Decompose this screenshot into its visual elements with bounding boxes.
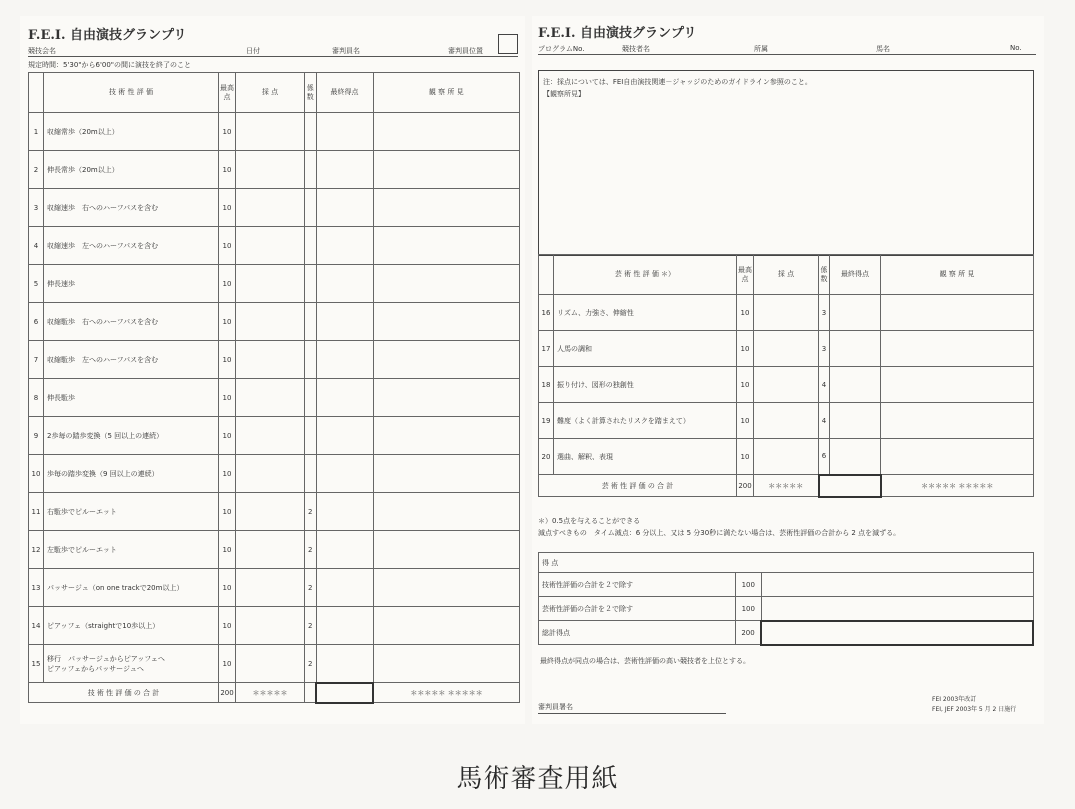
row-max: 10 <box>219 569 236 607</box>
row-score-cell[interactable] <box>236 569 305 607</box>
summary-value: 100 <box>736 597 762 621</box>
row-score-cell[interactable] <box>236 645 305 683</box>
summary-label: 芸術性評価の合計を２で除す <box>539 597 736 621</box>
row-score-cell[interactable] <box>236 265 305 303</box>
table-row <box>539 439 1034 475</box>
time-rule: 規定時間：5'30"から6'00"の間に演技を終了のこと <box>28 61 192 69</box>
total-row <box>29 683 520 703</box>
field-judge-name: 審判員名 <box>332 47 360 55</box>
technical-table <box>28 72 520 704</box>
row-number: 20 <box>539 439 554 475</box>
row-coef: 3 <box>819 295 830 331</box>
row-score-cell[interactable] <box>236 379 305 417</box>
row-criterion: 難度（よく計算されたリスクを踏まえて） <box>554 403 737 439</box>
row-movement: 伸長駈歩 <box>44 379 219 417</box>
table-row <box>29 493 520 531</box>
header-no <box>29 73 44 113</box>
row-remarks-cell[interactable] <box>373 151 520 189</box>
issued-note-1: FEI 2003年改訂 <box>932 696 977 703</box>
row-final-cell[interactable] <box>316 227 373 265</box>
table-row <box>29 455 520 493</box>
row-final-cell[interactable] <box>316 379 373 417</box>
row-movement: 2歩毎の踏歩変換（5 回以上の連続） <box>44 417 219 455</box>
row-max: 10 <box>737 403 754 439</box>
row-number: 15 <box>29 645 44 683</box>
summary-input-cell[interactable] <box>761 597 1033 621</box>
total-coef-cell <box>305 683 317 703</box>
row-score-cell[interactable] <box>236 493 305 531</box>
header-no <box>539 255 554 295</box>
summary-input-cell[interactable] <box>761 573 1033 597</box>
field-number: No. <box>1010 44 1022 52</box>
row-coef: 3 <box>819 331 830 367</box>
summary-value: 200 <box>736 621 762 645</box>
total-max: 200 <box>219 683 236 703</box>
header-final: 最終得点 <box>316 73 373 113</box>
total-final-cell[interactable] <box>316 683 373 703</box>
row-remarks-cell[interactable] <box>881 295 1034 331</box>
row-max: 10 <box>219 379 236 417</box>
artistic-score-sheet <box>532 16 1044 724</box>
total-max: 200 <box>737 475 754 497</box>
table-row <box>539 295 1034 331</box>
field-underline <box>538 54 1036 55</box>
row-final-cell[interactable] <box>316 303 373 341</box>
table-row <box>539 367 1034 403</box>
summary-value: 100 <box>736 573 762 597</box>
table-row <box>29 569 520 607</box>
row-score-cell[interactable] <box>236 227 305 265</box>
row-remarks-cell[interactable] <box>373 455 520 493</box>
row-score-cell[interactable] <box>754 439 819 475</box>
row-coef <box>305 227 317 265</box>
table-row <box>29 151 520 189</box>
row-movement: 歩毎の踏歩変換（9 回以上の連続） <box>44 455 219 493</box>
tie-rule: 最終得点が同点の場合は、芸術性評価の高い競技者を上位とする。 <box>540 657 750 665</box>
row-coef <box>305 417 317 455</box>
field-competitor: 競技者名 <box>622 45 650 53</box>
total-label: 芸 術 性 評 価 の 合 計 <box>539 475 737 497</box>
total-score: ＊＊＊＊＊ <box>236 683 305 703</box>
row-max: 10 <box>737 439 754 475</box>
header-item: 技 術 性 評 価 <box>44 73 219 113</box>
row-score-cell[interactable] <box>236 151 305 189</box>
row-remarks-cell[interactable] <box>373 227 520 265</box>
row-coef: 2 <box>305 531 317 569</box>
table-row <box>29 417 520 455</box>
summary-table <box>538 552 1034 646</box>
row-final-cell[interactable] <box>316 151 373 189</box>
header-coef: 係数 <box>819 255 830 295</box>
field-program-no: プログラムNo. <box>538 45 585 53</box>
table-row <box>29 227 520 265</box>
row-movement: 伸長速歩 <box>44 265 219 303</box>
row-remarks-cell[interactable] <box>373 493 520 531</box>
row-coef: 4 <box>819 403 830 439</box>
row-criterion: 選曲、解釈、表現 <box>554 439 737 475</box>
field-underline <box>28 56 518 57</box>
row-coef: 4 <box>819 367 830 403</box>
row-number: 3 <box>29 189 44 227</box>
issued-note-2: FEI, JEF 2003年 5 月 2 日施行 <box>932 706 1017 713</box>
summary-label: 総計得点 <box>539 621 736 645</box>
row-number: 9 <box>29 417 44 455</box>
row-remarks-cell[interactable] <box>373 569 520 607</box>
row-final-cell[interactable] <box>830 331 881 367</box>
total-remarks: ＊＊＊＊＊ ＊＊＊＊＊ <box>881 475 1034 497</box>
summary-header: 得 点 <box>539 553 1034 573</box>
row-final-cell[interactable] <box>316 569 373 607</box>
row-score-cell[interactable] <box>754 331 819 367</box>
table-row <box>539 331 1034 367</box>
row-final-cell[interactable] <box>316 493 373 531</box>
row-remarks-cell[interactable] <box>373 379 520 417</box>
row-number: 13 <box>29 569 44 607</box>
row-coef: 2 <box>305 493 317 531</box>
row-movement: パッサージュ（on one trackで20m以上） <box>44 569 219 607</box>
row-remarks-cell[interactable] <box>881 331 1034 367</box>
row-criterion: リズム、力強さ、伸縮性 <box>554 295 737 331</box>
row-number: 17 <box>539 331 554 367</box>
field-horse-name: 馬名 <box>876 45 890 53</box>
row-score-cell[interactable] <box>236 417 305 455</box>
row-remarks-cell[interactable] <box>373 265 520 303</box>
row-max: 10 <box>219 265 236 303</box>
row-final-cell[interactable] <box>316 607 373 645</box>
row-number: 19 <box>539 403 554 439</box>
header-max: 最高点 <box>219 73 236 113</box>
row-movement: 収縮速歩 右へのハーフパスを含む <box>44 189 219 227</box>
row-number: 8 <box>29 379 44 417</box>
row-number: 16 <box>539 295 554 331</box>
header-max: 最高点 <box>737 255 754 295</box>
row-final-cell[interactable] <box>830 403 881 439</box>
row-movement: 収縮駈歩 右へのハーフパスを含む <box>44 303 219 341</box>
row-coef <box>305 151 317 189</box>
row-max: 10 <box>219 151 236 189</box>
summary-row <box>539 621 1034 645</box>
row-coef: 2 <box>305 607 317 645</box>
row-remarks-cell[interactable] <box>881 403 1034 439</box>
signature-label: 審判員署名 <box>538 703 573 711</box>
row-max: 10 <box>219 417 236 455</box>
row-remarks-cell[interactable] <box>373 607 520 645</box>
row-score-cell[interactable] <box>236 189 305 227</box>
footnote-time-penalty: 減点すべきもの タイム減点：6 分以上、又は 5 分30秒に満たない場合は、芸術性評価の合計から 2 点を減ずる。 <box>538 529 901 537</box>
table-row <box>29 113 520 151</box>
table-row <box>29 379 520 417</box>
summary-label: 技術性評価の合計を２で除す <box>539 573 736 597</box>
guideline-note: 注：採点については、FEI自由演技関連－ジャッジのためのガイドライン参照のこと。 <box>543 78 812 86</box>
row-coef <box>305 265 317 303</box>
row-coef: 2 <box>305 645 317 683</box>
row-number: 12 <box>29 531 44 569</box>
row-max: 10 <box>219 455 236 493</box>
header-remarks: 観 察 所 見 <box>373 73 520 113</box>
row-final-cell[interactable] <box>316 189 373 227</box>
total-score: ＊＊＊＊＊ <box>754 475 819 497</box>
row-final-cell[interactable] <box>316 417 373 455</box>
row-remarks-cell[interactable] <box>373 417 520 455</box>
row-remarks-cell[interactable] <box>373 113 520 151</box>
row-number: 4 <box>29 227 44 265</box>
row-number: 18 <box>539 367 554 403</box>
row-number: 10 <box>29 455 44 493</box>
row-number: 14 <box>29 607 44 645</box>
summary-input-cell[interactable] <box>761 621 1033 645</box>
row-movement: 収縮駈歩 左へのハーフパスを含む <box>44 341 219 379</box>
row-movement: 移行 パッサージュからピアッフェへ ピアッフェからパッサージュへ <box>44 645 219 683</box>
header-score: 採 点 <box>754 255 819 295</box>
total-row <box>539 475 1034 497</box>
row-number: 5 <box>29 265 44 303</box>
table-row <box>29 189 520 227</box>
row-movement: 右駈歩でピルーエット <box>44 493 219 531</box>
row-coef <box>305 189 317 227</box>
row-movement: 左駈歩でピルーエット <box>44 531 219 569</box>
row-max: 10 <box>219 493 236 531</box>
page-caption: 馬術審査用紙 <box>456 764 619 794</box>
row-number: 11 <box>29 493 44 531</box>
row-final-cell[interactable] <box>830 439 881 475</box>
row-max: 10 <box>219 303 236 341</box>
row-max: 10 <box>219 645 236 683</box>
right-title: F.E.I. 自由演技グランプリ <box>538 26 697 41</box>
signature-line <box>538 713 726 714</box>
table-row <box>539 403 1034 439</box>
footnote-half-point: ＊）0.5点を与えることができる <box>538 517 641 525</box>
row-number: 1 <box>29 113 44 151</box>
row-score-cell[interactable] <box>236 607 305 645</box>
row-score-cell[interactable] <box>236 303 305 341</box>
row-final-cell[interactable] <box>830 367 881 403</box>
row-final-cell[interactable] <box>316 645 373 683</box>
header-item: 芸 術 性 評 価 ＊） <box>554 255 737 295</box>
observation-box[interactable] <box>538 70 1034 256</box>
row-max: 10 <box>219 341 236 379</box>
row-score-cell[interactable] <box>754 403 819 439</box>
row-coef <box>305 303 317 341</box>
field-judge-position: 審判員位置 <box>448 47 483 55</box>
summary-row <box>539 597 1034 621</box>
row-movement: 収縮速歩 左へのハーフパスを含む <box>44 227 219 265</box>
row-max: 10 <box>219 189 236 227</box>
row-coef: 6 <box>819 439 830 475</box>
row-final-cell[interactable] <box>316 531 373 569</box>
judge-position-box[interactable] <box>498 34 518 54</box>
field-date: 日付 <box>246 47 260 55</box>
total-remarks: ＊＊＊＊＊ ＊＊＊＊＊ <box>373 683 520 703</box>
table-row <box>29 531 520 569</box>
header-remarks: 観 察 所 見 <box>881 255 1034 295</box>
technical-score-sheet <box>20 16 525 724</box>
row-number: 2 <box>29 151 44 189</box>
row-final-cell[interactable] <box>316 455 373 493</box>
row-coef <box>305 379 317 417</box>
row-criterion: 振り付け、図形の独創性 <box>554 367 737 403</box>
row-movement: 収縮常歩（20m以上） <box>44 113 219 151</box>
row-remarks-cell[interactable] <box>373 531 520 569</box>
row-number: 6 <box>29 303 44 341</box>
table-row <box>29 303 520 341</box>
table-row <box>29 341 520 379</box>
row-max: 10 <box>219 227 236 265</box>
row-coef: 2 <box>305 569 317 607</box>
row-score-cell[interactable] <box>236 455 305 493</box>
table-row <box>29 645 520 683</box>
row-max: 10 <box>737 331 754 367</box>
row-remarks-cell[interactable] <box>881 439 1034 475</box>
row-max: 10 <box>737 295 754 331</box>
row-final-cell[interactable] <box>316 113 373 151</box>
row-max: 10 <box>219 531 236 569</box>
row-score-cell[interactable] <box>236 531 305 569</box>
left-title: F.E.I. 自由演技グランプリ <box>28 28 187 43</box>
row-movement: 伸長常歩（20m以上） <box>44 151 219 189</box>
row-remarks-cell[interactable] <box>373 303 520 341</box>
row-final-cell[interactable] <box>830 295 881 331</box>
row-max: 10 <box>737 367 754 403</box>
header-final: 最終得点 <box>830 255 881 295</box>
row-remarks-cell[interactable] <box>373 645 520 683</box>
row-score-cell[interactable] <box>754 295 819 331</box>
artistic-table <box>538 254 1034 498</box>
row-criterion: 人馬の調和 <box>554 331 737 367</box>
table-row <box>29 265 520 303</box>
row-final-cell[interactable] <box>316 265 373 303</box>
total-final-cell[interactable] <box>819 475 881 497</box>
row-score-cell[interactable] <box>236 113 305 151</box>
table-row <box>29 607 520 645</box>
header-score: 採 点 <box>236 73 305 113</box>
row-coef <box>305 455 317 493</box>
row-number: 7 <box>29 341 44 379</box>
field-affiliation: 所属 <box>754 45 768 53</box>
row-remarks-cell[interactable] <box>881 367 1034 403</box>
field-competition: 競技会名 <box>28 47 56 55</box>
row-max: 10 <box>219 113 236 151</box>
header-coef: 係数 <box>305 73 317 113</box>
total-label: 技 術 性 評 価 の 合 計 <box>29 683 219 703</box>
row-final-cell[interactable] <box>316 341 373 379</box>
row-movement: ピアッフェ（straightで10歩以上） <box>44 607 219 645</box>
row-coef <box>305 341 317 379</box>
row-score-cell[interactable] <box>754 367 819 403</box>
row-remarks-cell[interactable] <box>373 189 520 227</box>
row-coef <box>305 113 317 151</box>
row-remarks-cell[interactable] <box>373 341 520 379</box>
row-score-cell[interactable] <box>236 341 305 379</box>
row-max: 10 <box>219 607 236 645</box>
observation-label: 【観察所見】 <box>543 90 585 98</box>
summary-row <box>539 573 1034 597</box>
